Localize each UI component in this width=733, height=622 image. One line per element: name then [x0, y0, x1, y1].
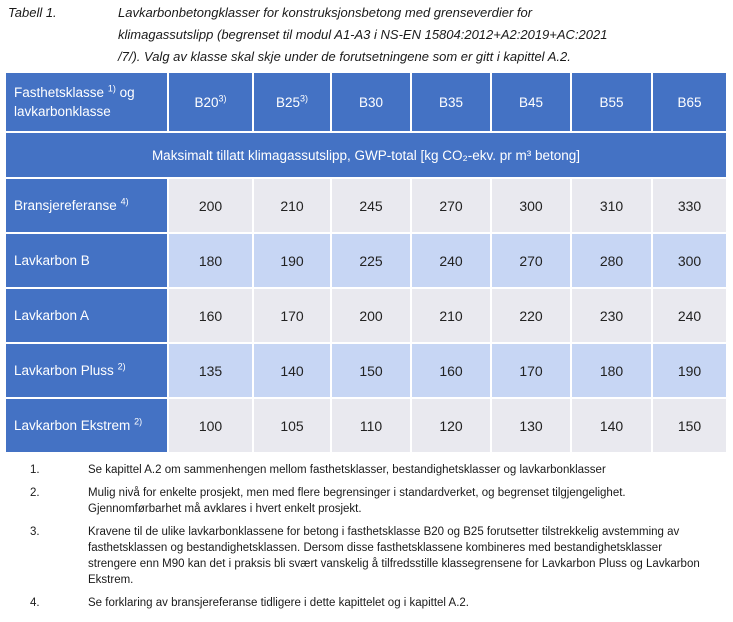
caption-text	[118, 2, 718, 68]
value-cell: 210	[411, 288, 491, 343]
footnote-text: Se kapittel A.2 om sammenhengen mellom fasthetsklasser, bestandighetsklasser og lavkarbonklasser	[88, 464, 606, 476]
column-header	[253, 72, 331, 132]
value-cell: 225	[331, 233, 411, 288]
value-cell: 135	[168, 343, 253, 398]
value-cell: 150	[652, 398, 727, 453]
value-cell: 200	[168, 178, 253, 233]
column-header-text: B55	[599, 94, 624, 110]
value-cell: 270	[491, 233, 571, 288]
value-cell: 220	[491, 288, 571, 343]
value-cell: 170	[491, 343, 571, 398]
column-header-text: B45	[518, 94, 544, 110]
table-subheader-row	[5, 132, 727, 178]
table-row	[5, 398, 727, 453]
header-label-cell	[5, 72, 168, 132]
value-cell: 240	[652, 288, 727, 343]
column-header	[491, 72, 571, 132]
column-header-text: B65	[677, 94, 702, 110]
column-header-text: B20	[194, 94, 219, 110]
column-header	[571, 72, 652, 132]
footnote-number: 2.	[30, 487, 40, 499]
value-cell: 280	[571, 233, 652, 288]
footnote-number: 3.	[30, 526, 40, 538]
table-row	[5, 288, 727, 343]
value-cell: 105	[253, 398, 331, 453]
caption-line: /7/). Valg av klasse skal skje under de forutsetningene som er gitt i kapittel A.2.	[118, 49, 571, 64]
header-label-text: Fasthetsklasse	[14, 85, 105, 100]
value-cell: 120	[411, 398, 491, 453]
column-header-text: B25	[275, 94, 300, 110]
caption-label: Tabell 1.	[8, 5, 57, 20]
row-label-text: Bransjereferanse	[14, 198, 117, 213]
footnote-text: Se forklaring av bransjereferanse tidligere i dette kapittelet og i kapittel A.2.	[88, 597, 469, 609]
value-cell: 150	[331, 343, 411, 398]
footnote-number: 4.	[30, 597, 40, 609]
caption-line: klimagassutslipp (begrenset til modul A1-A3 i NS-EN 15804:2012+A2:2019+AC:2021	[118, 27, 608, 42]
footnote-item	[30, 524, 710, 588]
table-row	[5, 178, 727, 233]
column-header-text: B30	[358, 94, 384, 110]
row-label-text: Lavkarbon A	[14, 308, 90, 323]
row-label-cell	[5, 343, 168, 398]
value-cell: 245	[331, 178, 411, 233]
value-cell: 190	[253, 233, 331, 288]
value-cell: 160	[168, 288, 253, 343]
value-cell: 190	[652, 343, 727, 398]
footnote-text: Kravene til de ulike lavkarbonklassene for betong i fasthetsklasse B20 og B25 forutsetter tilstrekkelig avstemming av fasthetsklassen og bestandighetsklassen. Dersom disse fasthetsklassene kombineres med bestandighetsklasser strengere enn M90 kan det i praksis bli svært vanskelig å tilfredsstille klassegrensene for Lavkarbon Pluss og Lavkarbon Ekstrem.	[88, 526, 700, 586]
value-cell: 230	[571, 288, 652, 343]
row-label-cell	[5, 398, 168, 453]
footnote-number: 1.	[30, 464, 40, 476]
header-label-text: lavkarbonklasse	[14, 104, 111, 119]
value-cell: 270	[411, 178, 491, 233]
footnote-item	[30, 595, 710, 611]
table-body	[5, 178, 727, 453]
value-cell: 170	[253, 288, 331, 343]
value-cell: 100	[168, 398, 253, 453]
column-header	[652, 72, 727, 132]
footnote-item	[30, 485, 710, 517]
caption-line: Lavkarbonbetongklasser for konstruksjonsbetong med grenseverdier for	[118, 5, 533, 20]
header-label-text: og	[119, 85, 135, 100]
value-cell: 110	[331, 398, 411, 453]
table-row	[5, 343, 727, 398]
footnote-ref: 2)	[117, 361, 126, 372]
subheader-cell: Maksimalt tillatt klimagassutslipp, GWP-total [kg CO₂-ekv. pr m³ betong]	[5, 132, 727, 178]
row-label-cell	[5, 288, 168, 343]
value-cell: 300	[491, 178, 571, 233]
table-row	[5, 233, 727, 288]
value-cell: 180	[571, 343, 652, 398]
footnote-ref: 1)	[107, 83, 116, 94]
footnote-ref: 3)	[218, 93, 227, 103]
value-cell: 140	[571, 398, 652, 453]
row-label-cell	[5, 178, 168, 233]
footnote-ref: 2)	[134, 416, 143, 427]
footnote-ref: 3)	[300, 93, 309, 103]
value-cell: 160	[411, 343, 491, 398]
footnote-text: Mulig nivå for enkelte prosjekt, men med flere begrensinger i standardverket, og begrenset tilgjengelighet. Gjennomførbarhet må avklares i hvert enkelt prosjekt.	[88, 487, 626, 515]
row-label-text: Lavkarbon B	[14, 253, 90, 268]
value-cell: 140	[253, 343, 331, 398]
column-header-text: B35	[438, 94, 464, 110]
row-label-text: Lavkarbon Ekstrem	[14, 418, 131, 433]
value-cell: 130	[491, 398, 571, 453]
footnote-ref: 4)	[120, 196, 129, 207]
emission-limits-table	[4, 71, 728, 454]
footnote-item	[30, 462, 710, 478]
table-header-row	[5, 72, 727, 132]
column-header	[411, 72, 491, 132]
footnotes	[30, 462, 710, 618]
value-cell: 240	[411, 233, 491, 288]
row-label-text: Lavkarbon Pluss	[14, 363, 114, 378]
column-header	[168, 72, 253, 132]
value-cell: 210	[253, 178, 331, 233]
column-header	[331, 72, 411, 132]
value-cell: 180	[168, 233, 253, 288]
value-cell: 200	[331, 288, 411, 343]
row-label-cell	[5, 233, 168, 288]
value-cell: 300	[652, 233, 727, 288]
value-cell: 330	[652, 178, 727, 233]
value-cell: 310	[571, 178, 652, 233]
